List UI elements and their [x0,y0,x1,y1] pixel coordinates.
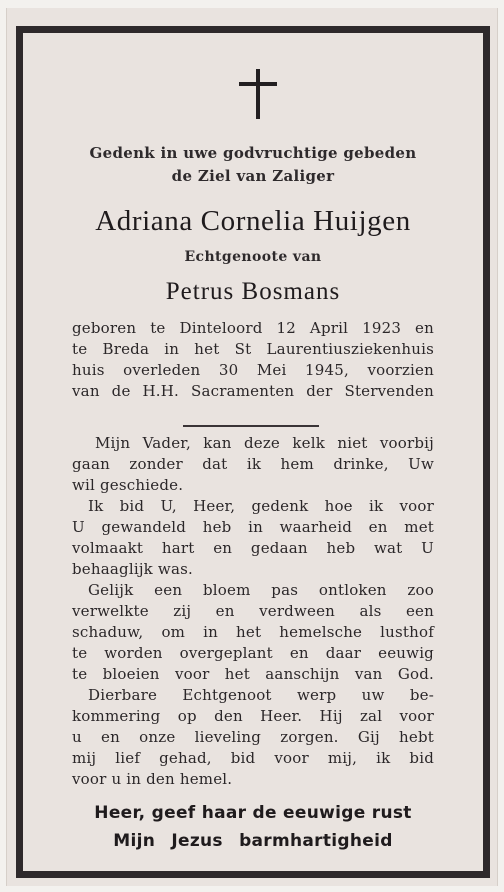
cross-horizontal-bar [239,82,277,86]
cross-vertical-bar [256,69,260,119]
prayer-line: U gewandeld heb in waarheid en met [72,518,434,536]
intro-line-1: Gedenk in uwe godvruchtige gebeden [89,144,417,162]
prayer-line: behaaglijk was. [72,560,193,578]
cross-icon [239,69,277,119]
prayer-line: Ik bid U, Heer, gedenk hoe ik voor [88,497,434,515]
biography-line: huis overleden 30 Mei 1945, voorzien [72,361,434,379]
prayer-line: verwelkte zij en verdween als een [72,602,434,620]
prayer-line: te worden overgeplant en daar eeuwig [72,644,434,662]
prayer-line: Gelijk een bloem pas ontloken zoo [88,581,434,599]
prayer-line: te bloeien voor het aanschijn van God. [72,665,434,683]
prayer-line: mij lief gehad, bid voor mij, ik bid [72,749,434,767]
prayer-line: voor u in den hemel. [72,770,233,788]
deceased-name: Adriana Cornelia Huijgen [95,205,411,237]
prayer-line: kommering op den Heer. Hij zal voor [72,707,434,725]
prayer-line: gaan zonder dat ik hem drinke, Uw [72,455,434,473]
prayer-line: u en onze lieveling zorgen. Gij hebt [72,728,434,746]
intro-line-2: de Ziel van Zaliger [171,167,335,185]
section-divider [183,425,319,427]
biography-line: geboren te Dinteloord 12 April 1923 en [72,319,434,337]
prayer-line: volmaakt hart en gedaan heb wat U [72,539,434,557]
prayer-line: wil geschiede. [72,476,184,494]
card-content [23,33,483,871]
prayer-line: schaduw, om in het hemelsche lusthof [72,623,434,641]
biography-line: van de H.H. Sacramenten der Stervenden [72,382,434,400]
closing-line-2: Mijn Jezus barmhartigheid [113,831,393,851]
memorial-card [6,8,498,886]
closing-line-1: Heer, geef haar de eeuwige rust [94,803,412,823]
prayer-line: Dierbare Echtgenoot werp uw be- [88,686,434,704]
prayer-line: Mijn Vader, kan deze kelk niet voorbij [95,434,434,452]
black-border-frame [16,26,490,878]
biography-line: te Breda in het St Laurentiusziekenhuis [72,340,434,358]
spouse-name: Petrus Bosmans [165,278,341,305]
spouse-label: Echtgenoote van [184,249,322,265]
